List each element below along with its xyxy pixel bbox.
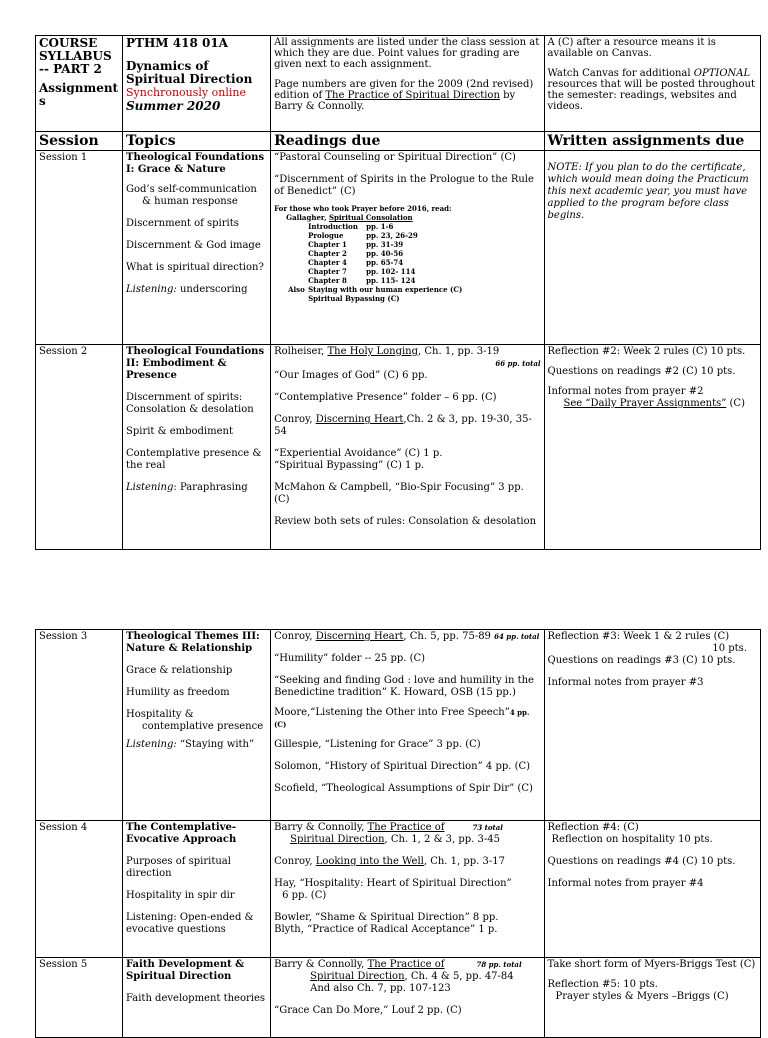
reading-item: Blyth, “Practice of Radical Acceptance” 1 p. [274,924,498,935]
edition-note-end: by Barry & Connolly. [274,90,516,112]
book-title: Discerning Heart [315,631,404,642]
canvas-marker: (C) [726,398,745,409]
topic-item: God’s self-communication [126,184,257,195]
chapter-row [274,276,540,285]
chapter-pages: pp. 1-6 [366,222,394,231]
session-1-row [36,151,761,345]
see-text: See [563,398,586,409]
reading-item: Gillespie, “Listening for Grace” 3 pp. (C) [274,739,481,750]
total-pages: 64 pp. total [494,632,540,641]
daily-prayer-link[interactable]: “Daily Prayer Assignments” [585,398,727,409]
session-4-label: Session 4 [36,821,123,958]
author: Rolheiser, [274,346,328,357]
session-4-row [36,821,761,958]
gallagher-author: Gallagher, [286,213,329,222]
chapters: , Ch. 1, pp. 3-19 [418,346,500,357]
author: Barry & Connolly, [274,959,368,970]
assignment-item: Prayer styles & Myers –Briggs (C) [555,991,729,1002]
book-title: Looking into the Well [315,856,424,867]
session-1-title: Theological Foundations I: Grace & Nature [126,152,265,175]
assignment-item: Reflection #3: Week 1 & 2 rules (C) [547,631,730,642]
reading-item [274,346,540,358]
optional-em: OPTIONAL [693,68,751,79]
course-title-cell [123,36,271,132]
reading-item: “Contemplative Presence” folder – 6 pp. (C) [274,392,497,403]
assignment-item: Questions on readings #3 (C) 10 pts. [547,655,736,666]
reading-item: “Our Images of God” (C) 6 pp. [274,370,428,381]
chapter-pages: pp. 31-39 [366,240,404,249]
chapter-name: Chapter 2 [308,249,347,258]
edition-note [274,79,540,112]
assignment-points: 10 pts. [712,643,747,654]
session-3-readings [271,630,544,821]
col-session: Session [36,132,123,151]
chapter-pages: pp. 65-74 [366,258,404,267]
assignment-item: Reflection #2: Week 2 rules (C) 10 pts. [547,346,746,357]
reading-item: “Grace Can Do More,” Louf 2 pp. (C) [274,1005,462,1016]
assignment-item: Questions on readings #4 (C) 10 pts. [547,856,736,867]
session-2-topics [123,345,271,550]
also-reading: Spiritual Bypassing (C) [308,294,400,303]
topic-item: Discernment of spirits [126,218,239,229]
chapter-row [274,231,540,240]
col-written: Written assignments due [544,132,760,151]
session-1-topics [123,151,271,345]
session-1-label: Session 1 [36,151,123,345]
session-2-title: Theological Foundations II: Embodiment & Presence [126,346,265,381]
canvas-note: A (C) after a resource means it is available on Canvas. [547,37,716,59]
grading-note: All assignments are listed under the class session at which they are due. Point values for grading are given next to each assignment. [274,37,540,70]
session-2-written [544,345,760,550]
topic-item: Spirit & embodiment [126,426,233,437]
reading-item: “Spiritual Bypassing” (C) 1 p. [274,460,425,471]
reading-item: Solomon, “History of Spiritual Direction” 4 pp. (C) [274,761,531,772]
author: Conroy, [274,631,316,642]
chapter-name: Prologue [308,231,344,240]
author: Conroy, [274,414,316,425]
chapter-pages: pp. 23, 26-29 [366,231,418,240]
reading-item [274,959,540,971]
topic-item: & human response [142,196,238,207]
session-5-topics [123,958,271,1038]
session-4-title: The Contemplative-Evocative Approach [126,822,237,845]
col-topics: Topics [123,132,271,151]
topic-item: Listening: Open-ended & evocative questions [126,912,254,935]
column-header-row [36,132,761,151]
reading-item: McMahon & Campbell, “Bio-Spir Focusing” 3 pp. (C) [274,482,524,505]
chapter-pages: pp. 102- 114 [366,267,416,276]
syllabus-table-page-1 [35,35,761,550]
chapters: ,Ch. 2 & 3, pp. 19-30, 35-54 [274,414,532,437]
chapter-pages: pp. 115- 124 [366,276,416,285]
session-3-written [544,630,760,821]
assignment-item: Reflection #5: 10 pts. [547,979,658,990]
chapter-row [274,267,540,276]
certificate-note: NOTE: If you plan to do the certificate, which would mean doing the Practicum this next academic year, you must have applied to the program before class begins. [547,162,749,221]
listening-value: underscoring [176,284,248,295]
book-title: Spiritual Direction [290,834,385,845]
assignment-item: Questions on readings #2 (C) 10 pts. [547,366,736,377]
optional-post: resources that will be posted throughout the semester: readings, websites and videos. [547,79,755,112]
course-label: COURSE SYLLABUS -- PART 2 [39,36,112,76]
edition-note-text: Page numbers are given for the 2009 (2nd revised) edition of [274,79,534,101]
listening-value: : Paraphrasing [173,482,248,493]
topic-item: Hospitality & [126,709,194,720]
reading-item: “Experiential Avoidance” (C) 1 p. [274,448,443,459]
topic-item: Discernment & God image [126,240,261,251]
chapter-name: Chapter 1 [308,240,347,249]
reading-item [274,822,540,834]
assignment-item: Informal notes from prayer #3 [547,677,704,688]
topic-item: Hospitality in spir dir [126,890,235,901]
chapters: , Ch. 4 & 5, pp. 47-84 [404,971,514,982]
chapters: , Ch. 1, 2 & 3, pp. 3-45 [384,834,501,845]
session-1-readings [271,151,544,345]
total-pages: 73 total [472,823,503,832]
reading-item: Review both sets of rules: Consolation & desolation [274,516,537,527]
reading-item [274,631,540,643]
course-code: PTHM 418 01A [126,36,228,50]
session-5-label: Session 5 [36,958,123,1038]
listening-skill [126,284,267,296]
listening-value: “Staying with” [176,739,255,750]
gallagher-line [274,213,540,222]
topic-item: Purposes of spiritual direction [126,856,231,879]
session-5-readings [271,958,544,1038]
reading-item: “Seeking and finding God : love and humility in the Benedictine tradition” K. Howard, OSB (15 pp.) [274,675,534,698]
listening-label: Listening [126,482,174,493]
author: Conroy, [274,856,316,867]
also-reading: Staying with our human experience (C) [308,285,463,294]
session-2-row [36,345,761,550]
grading-note-cell [271,36,544,132]
session-2-readings [271,345,544,550]
topic-item: Discernment of spirits: Consolation & desolation [126,392,254,415]
book-title: The Holy Longing [327,346,419,357]
topic-item: Humility as freedom [126,687,230,698]
term: Summer 2020 [126,99,221,113]
prayer-readings [274,204,540,303]
topic-item: Faith development theories [126,993,266,1004]
course-label-cell [36,36,123,132]
chapter-name: Introduction [308,222,358,231]
reading-item: “Humility” folder -- 25 pp. (C) [274,653,426,664]
topic-item: contemplative presence [142,721,264,732]
gallagher-book: Spiritual Consolation [328,213,413,222]
assignment-item: Reflection #4: (C) [547,822,639,833]
col-readings: Readings due [271,132,544,151]
assignment-item [548,398,757,410]
reading-pages: 4 pp. (C) [274,708,530,729]
listening-label: Listening: [126,739,177,750]
listening-label: Listening: [126,284,177,295]
total-pages: 66 pp. total [495,359,541,368]
reading-item [274,414,540,438]
session-3-label: Session 3 [36,630,123,821]
course-title: Dynamics of Spiritual Direction [126,59,253,86]
session-5-written [544,958,760,1038]
also-label: Also [288,285,305,294]
reading-title: Moore,“Listening the Other into Free Speech” [274,707,510,718]
session-2-label: Session 2 [36,345,123,550]
chapters: , Ch. 5, pp. 75-89 [403,631,495,642]
total-pages: 78 pp. total [476,960,522,969]
chapter-name: Chapter 7 [308,267,347,276]
reading-pages: 6 pp. (C) [282,890,327,901]
optional-resources-note [548,68,757,112]
reading-item: Bowler, “Shame & Spiritual Direction” 8 pp. [274,912,499,923]
syllabus-table-page-2 [35,629,761,1038]
session-5-row [36,958,761,1038]
reading-item: And also Ch. 7, pp. 107-123 [310,983,451,994]
assignment-item: Informal notes from prayer #2 [547,386,704,397]
session-3-row [36,630,761,821]
reading-item: “Pastoral Counseling or Spiritual Direction” (C) [274,152,516,163]
session-4-written [544,821,760,958]
also-row [274,285,540,294]
chapter-name: Chapter 8 [308,276,347,285]
topic-item: What is spiritual direction? [126,262,264,273]
assignment-item: Informal notes from prayer #4 [547,878,704,889]
prayer-note: For those who took Prayer before 2016, read: [274,204,452,213]
session-4-readings [271,821,544,958]
topic-item: Grace & relationship [126,665,233,676]
chapter-row [274,249,540,258]
assignment-item: Reflection on hospitality 10 pts. [551,834,713,845]
delivery-mode: Synchronously online [126,86,246,99]
reading-item [274,971,540,983]
book-title: The Practice of [367,822,445,833]
chapter-pages: pp. 40-56 [366,249,404,258]
book-title: The Practice of Spiritual Direction [325,90,500,101]
reading-item [274,856,540,868]
topic-item: Contemplative presence & the real [126,448,262,471]
chapter-row [274,240,540,249]
listening-skill [126,739,267,751]
book-title: Discerning Heart [315,414,404,425]
session-4-topics [123,821,271,958]
chapter-name: Chapter 4 [308,258,347,267]
author: Barry & Connolly, [274,822,368,833]
chapter-row [274,222,540,231]
reading-item [274,834,540,846]
reading-item: Hay, “Hospitality: Heart of Spiritual Direction” [274,878,512,889]
session-3-title: Theological Themes III: Nature & Relationship [126,631,260,654]
session-3-topics [123,630,271,821]
assignment-item: Take short form of Myers-Briggs Test (C) [547,959,756,970]
reading-item: Scofield, “Theological Assumptions of Spir Dir” (C) [274,783,533,794]
header-row [36,36,761,132]
optional-pre: Watch Canvas for additional [547,68,694,79]
reading-item [274,707,540,731]
book-title: Spiritual Direction [310,971,405,982]
chapters: , Ch. 1, pp. 3-17 [423,856,505,867]
assignments-label: Assignment s [39,81,119,108]
session-5-title: Faith Development & Spiritual Direction [126,959,245,982]
book-title: The Practice of [367,959,445,970]
listening-skill [126,482,267,494]
reading-item: “Discernment of Spirits in the Prologue to the Rule of Benedict” (C) [274,174,534,197]
chapter-row [274,258,540,267]
session-1-written [544,151,760,345]
canvas-note-cell [544,36,760,132]
